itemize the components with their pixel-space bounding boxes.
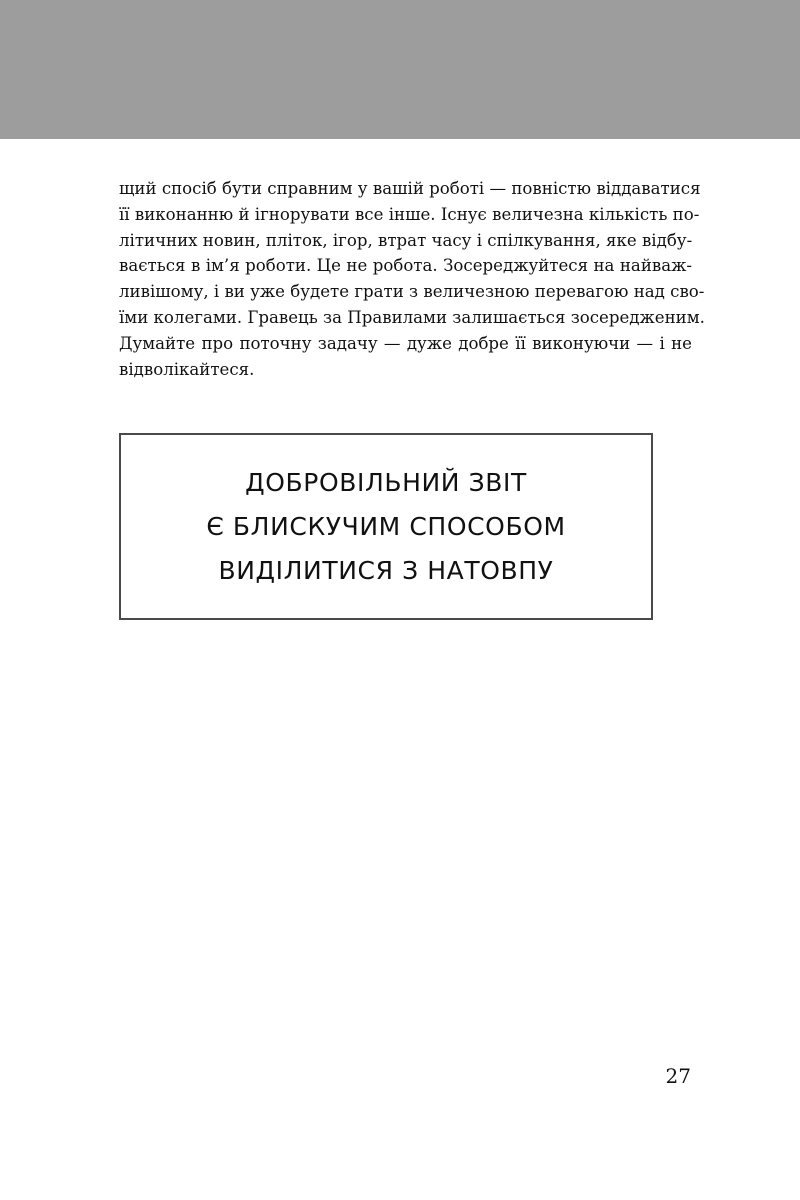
- paragraph-line: літичних новин, пліток, ігор, втрат часу і спілкування, яке відбу-: [119, 230, 693, 250]
- paragraph-line: відволікайтеся.: [119, 359, 255, 379]
- paragraph-line: її виконанню й ігнорувати все інше. Існує величезна кількість по-: [119, 204, 700, 224]
- body-paragraph: [119, 176, 705, 382]
- page-header-band: [0, 0, 800, 139]
- paragraph-line: Думайте про поточну задачу — дуже добре її виконуючи — і не: [119, 333, 692, 353]
- paragraph-line: їми колегами. Гравець за Правилами залишається зосередженим.: [119, 307, 705, 327]
- callout-line: ДОБРОВІЛЬНИЙ ЗВІТ: [245, 467, 527, 497]
- callout-line: Є БЛИСКУЧИМ СПОСОБОМ: [206, 511, 566, 541]
- paragraph-line: вається в ім’я роботи. Це не робота. Зосереджуйтеся на найваж-: [119, 256, 692, 276]
- paragraph-line: ливішому, і ви уже будете грати з величезною перевагою над сво-: [119, 282, 705, 302]
- callout-line: ВИДІЛИТИСЯ З НАТОВПУ: [218, 555, 554, 585]
- paragraph-line: щий спосіб бути справним у вашій роботі — повністю віддаватися: [119, 179, 701, 198]
- callout-box: [119, 433, 653, 620]
- page-number: 27: [665, 1064, 691, 1088]
